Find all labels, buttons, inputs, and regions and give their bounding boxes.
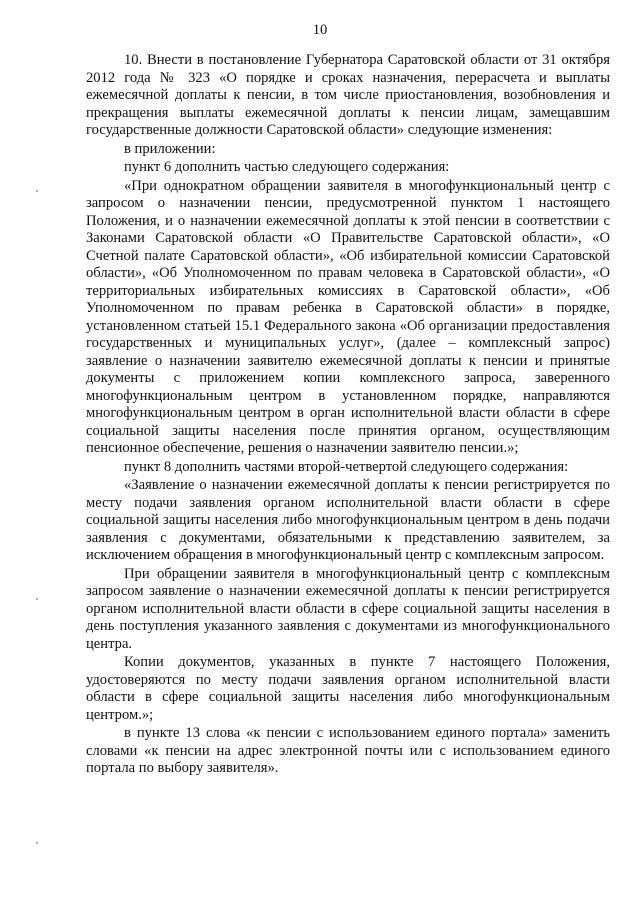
- scan-speck: [36, 190, 38, 192]
- scan-speck: [36, 598, 38, 600]
- paragraph-point-8-part-3: При обращении заявителя в многофункциональный центр с комплексным запросом заявление о назначении ежемесячной доплаты к пенсии регистрируется органом исполнительной власти области в сфере социальной защиты населения в день поступления указанного заявления с документами из многофункционального центра.: [86, 565, 610, 652]
- paragraph-point-8-part-2: «Заявление о назначении ежемесячной доплаты к пенсии регистрируется по месту подачи заявления органом исполнительной власти области в сфере социальной защиты населения либо многофункциональным центром в день подачи заявления с документами, обязательными к представлению заявителем, за исключением обращения в многофункциональный центр с комплексным запросом.: [86, 477, 610, 563]
- scan-speck: [36, 842, 38, 844]
- paragraph-point-13: в пункте 13 слова «к пенсии с использованием единого портала» заменить словами «к пенсии на адрес электронной почты или с использованием единого портала по выбору заявителя».: [86, 725, 610, 776]
- document-body: [86, 52, 610, 778]
- page-number: 10: [312, 22, 328, 38]
- paragraph-amendment-intro: 10. Внести в постановление Губернатора Саратовской области от 31 октября 2012 года № 323 «О порядке и сроках назначения, перерасчета и выплаты ежемесячной доплаты к пенсии, в том числе приостановления, возобновления и прекращения выплаты ежемесячной доплаты к пенсии лицам, замещавшим государственные должности Саратовской области» следующие изменения:: [86, 52, 610, 138]
- paragraph-point-8-intro: пункт 8 дополнить частями второй-четвертой следующего содержания:: [124, 458, 569, 475]
- paragraph-point-6-intro: пункт 6 дополнить частью следующего содержания:: [124, 159, 450, 175]
- paragraph-point-8-part-4: Копии документов, указанных в пункте 7 настоящего Положения, удостоверяются по месту подачи заявления органом исполнительной власти области в сфере социальной защиты населения либо многофункциональным центром.»;: [86, 654, 610, 723]
- paragraph-in-appendix: в приложении:: [124, 140, 216, 157]
- paragraph-point-6-text: «При однократном обращении заявителя в многофункциональный центр с запросом о назначении пенсии, предусмотренной пунктом 1 настоящего Положения, и о назначении ежемесячной доплаты к этой пенсии в соответствии с Законами Саратовской области «О Правительстве Саратовской области», «О Счетной палате Саратовской области», «Об избирательной комиссии Саратовской области», «Об Уполномоченном по правам человека в Саратовской области», «О территориальных избирательных комиссиях в Саратовской области», «Об Уполномоченном по правам ребенка в Саратовской области» в порядке, установленном статьей 15.1 Федерального закона «Об организации предоставления государственных и муниципальных услуг», (далее – комплексный запрос) заявление о назначении заявителю ежемесячной доплаты к пенсии и принятые документы с приложением копии комплексного запроса, заверенного многофункциональным центром в установленном порядке, направляются многофункциональным центром в орган исполнительной власти области в сфере социальной защиты населения после принятия органом, осуществляющим пенсионное обеспечение, решения о назначении заявителю пенсии.»;: [86, 177, 610, 456]
